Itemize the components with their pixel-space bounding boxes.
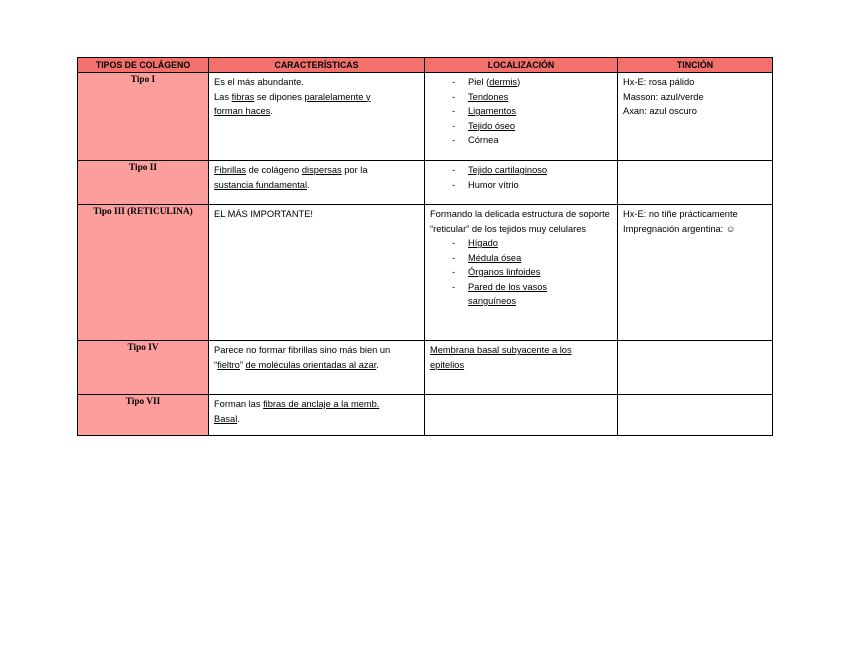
header-caracteristicas: CARACTERÍSTICAS bbox=[209, 58, 425, 73]
text-line: “fieltro” de moléculas orientadas al azar. bbox=[214, 359, 379, 370]
type-cell: Tipo VII bbox=[78, 395, 209, 436]
staining-cell bbox=[618, 161, 773, 205]
staining-cell bbox=[618, 73, 773, 161]
location-cell bbox=[425, 341, 618, 395]
header-localizacion: LOCALIZACIÓN bbox=[425, 58, 618, 73]
text-line: forman haces. bbox=[214, 106, 273, 116]
text-line: Parece no formar fibrillas sino más bien un bbox=[214, 345, 391, 355]
list-item: - Tendones bbox=[452, 90, 612, 105]
text-line: Hx-E: rosa pálido bbox=[623, 77, 695, 87]
text-line: Fibrillas de colágeno dispersas por la bbox=[214, 165, 368, 175]
table-row bbox=[78, 395, 773, 436]
location-cell bbox=[425, 161, 618, 205]
characteristics-cell bbox=[209, 395, 425, 436]
location-cell bbox=[425, 205, 618, 341]
characteristics-cell bbox=[209, 205, 425, 341]
type-cell: Tipo IV bbox=[78, 341, 209, 395]
table-row bbox=[78, 161, 773, 205]
text-line: Masson: azul/verde bbox=[623, 91, 704, 102]
type-cell: Tipo I bbox=[78, 73, 209, 161]
location-intro: Formando la delicada estructura de soporte “reticular” de los tejidos muy celulares bbox=[430, 209, 610, 234]
text-line: Basal. bbox=[214, 413, 240, 424]
list-item: - Médula ósea bbox=[452, 251, 612, 266]
list-item: - Humor vítrio bbox=[452, 178, 612, 193]
text-line: EL MÁS IMPORTANTE! bbox=[214, 209, 314, 219]
table-row bbox=[78, 341, 773, 395]
collagen-types-table bbox=[77, 57, 773, 436]
list-item: - Tejido óseo bbox=[452, 119, 612, 134]
text-line: Forman las fibras de anclaje a la memb. bbox=[214, 399, 380, 409]
text-line: Axan: azul oscuro bbox=[623, 106, 697, 116]
list-item: - Ligamentos bbox=[452, 104, 612, 119]
list-item: - Piel (dermis) bbox=[452, 75, 612, 90]
location-list bbox=[430, 75, 612, 148]
text-line: Impregnación argentina: ☺ bbox=[623, 223, 736, 234]
table-row bbox=[78, 205, 773, 341]
table-row bbox=[78, 73, 773, 161]
text-line: Hx-E: no tiñe prácticamente bbox=[623, 209, 738, 219]
table-header-row bbox=[78, 58, 773, 73]
location-cell bbox=[425, 73, 618, 161]
characteristics-cell bbox=[209, 341, 425, 395]
header-tincion: TINCIÓN bbox=[618, 58, 773, 73]
list-item: - Pared de los vasos sanguíneos bbox=[452, 280, 558, 309]
staining-cell bbox=[618, 395, 773, 436]
characteristics-cell bbox=[209, 73, 425, 161]
text-line: epitelios bbox=[430, 359, 465, 370]
text-line: Las fibras se dipones paralelamente y bbox=[214, 91, 371, 102]
location-list bbox=[430, 236, 612, 309]
header-tipos: TIPOS DE COLÁGENO bbox=[78, 58, 209, 73]
list-item: - Tejido cartilaginoso bbox=[452, 163, 612, 178]
text-line: Membrana basal subyacente a los bbox=[430, 345, 572, 355]
staining-cell bbox=[618, 205, 773, 341]
text-line: Es el más abundante. bbox=[214, 77, 304, 87]
type-cell: Tipo II bbox=[78, 161, 209, 205]
list-item: - Hígado bbox=[452, 236, 612, 251]
location-cell bbox=[425, 395, 618, 436]
type-cell: Tipo III (RETICULINA) bbox=[78, 205, 209, 341]
location-list bbox=[430, 163, 612, 192]
staining-cell bbox=[618, 341, 773, 395]
list-item: - Córnea bbox=[452, 133, 612, 148]
list-item: - Órganos linfoides bbox=[452, 265, 612, 280]
text-line: sustancia fundamental. bbox=[214, 179, 310, 190]
characteristics-cell bbox=[209, 161, 425, 205]
